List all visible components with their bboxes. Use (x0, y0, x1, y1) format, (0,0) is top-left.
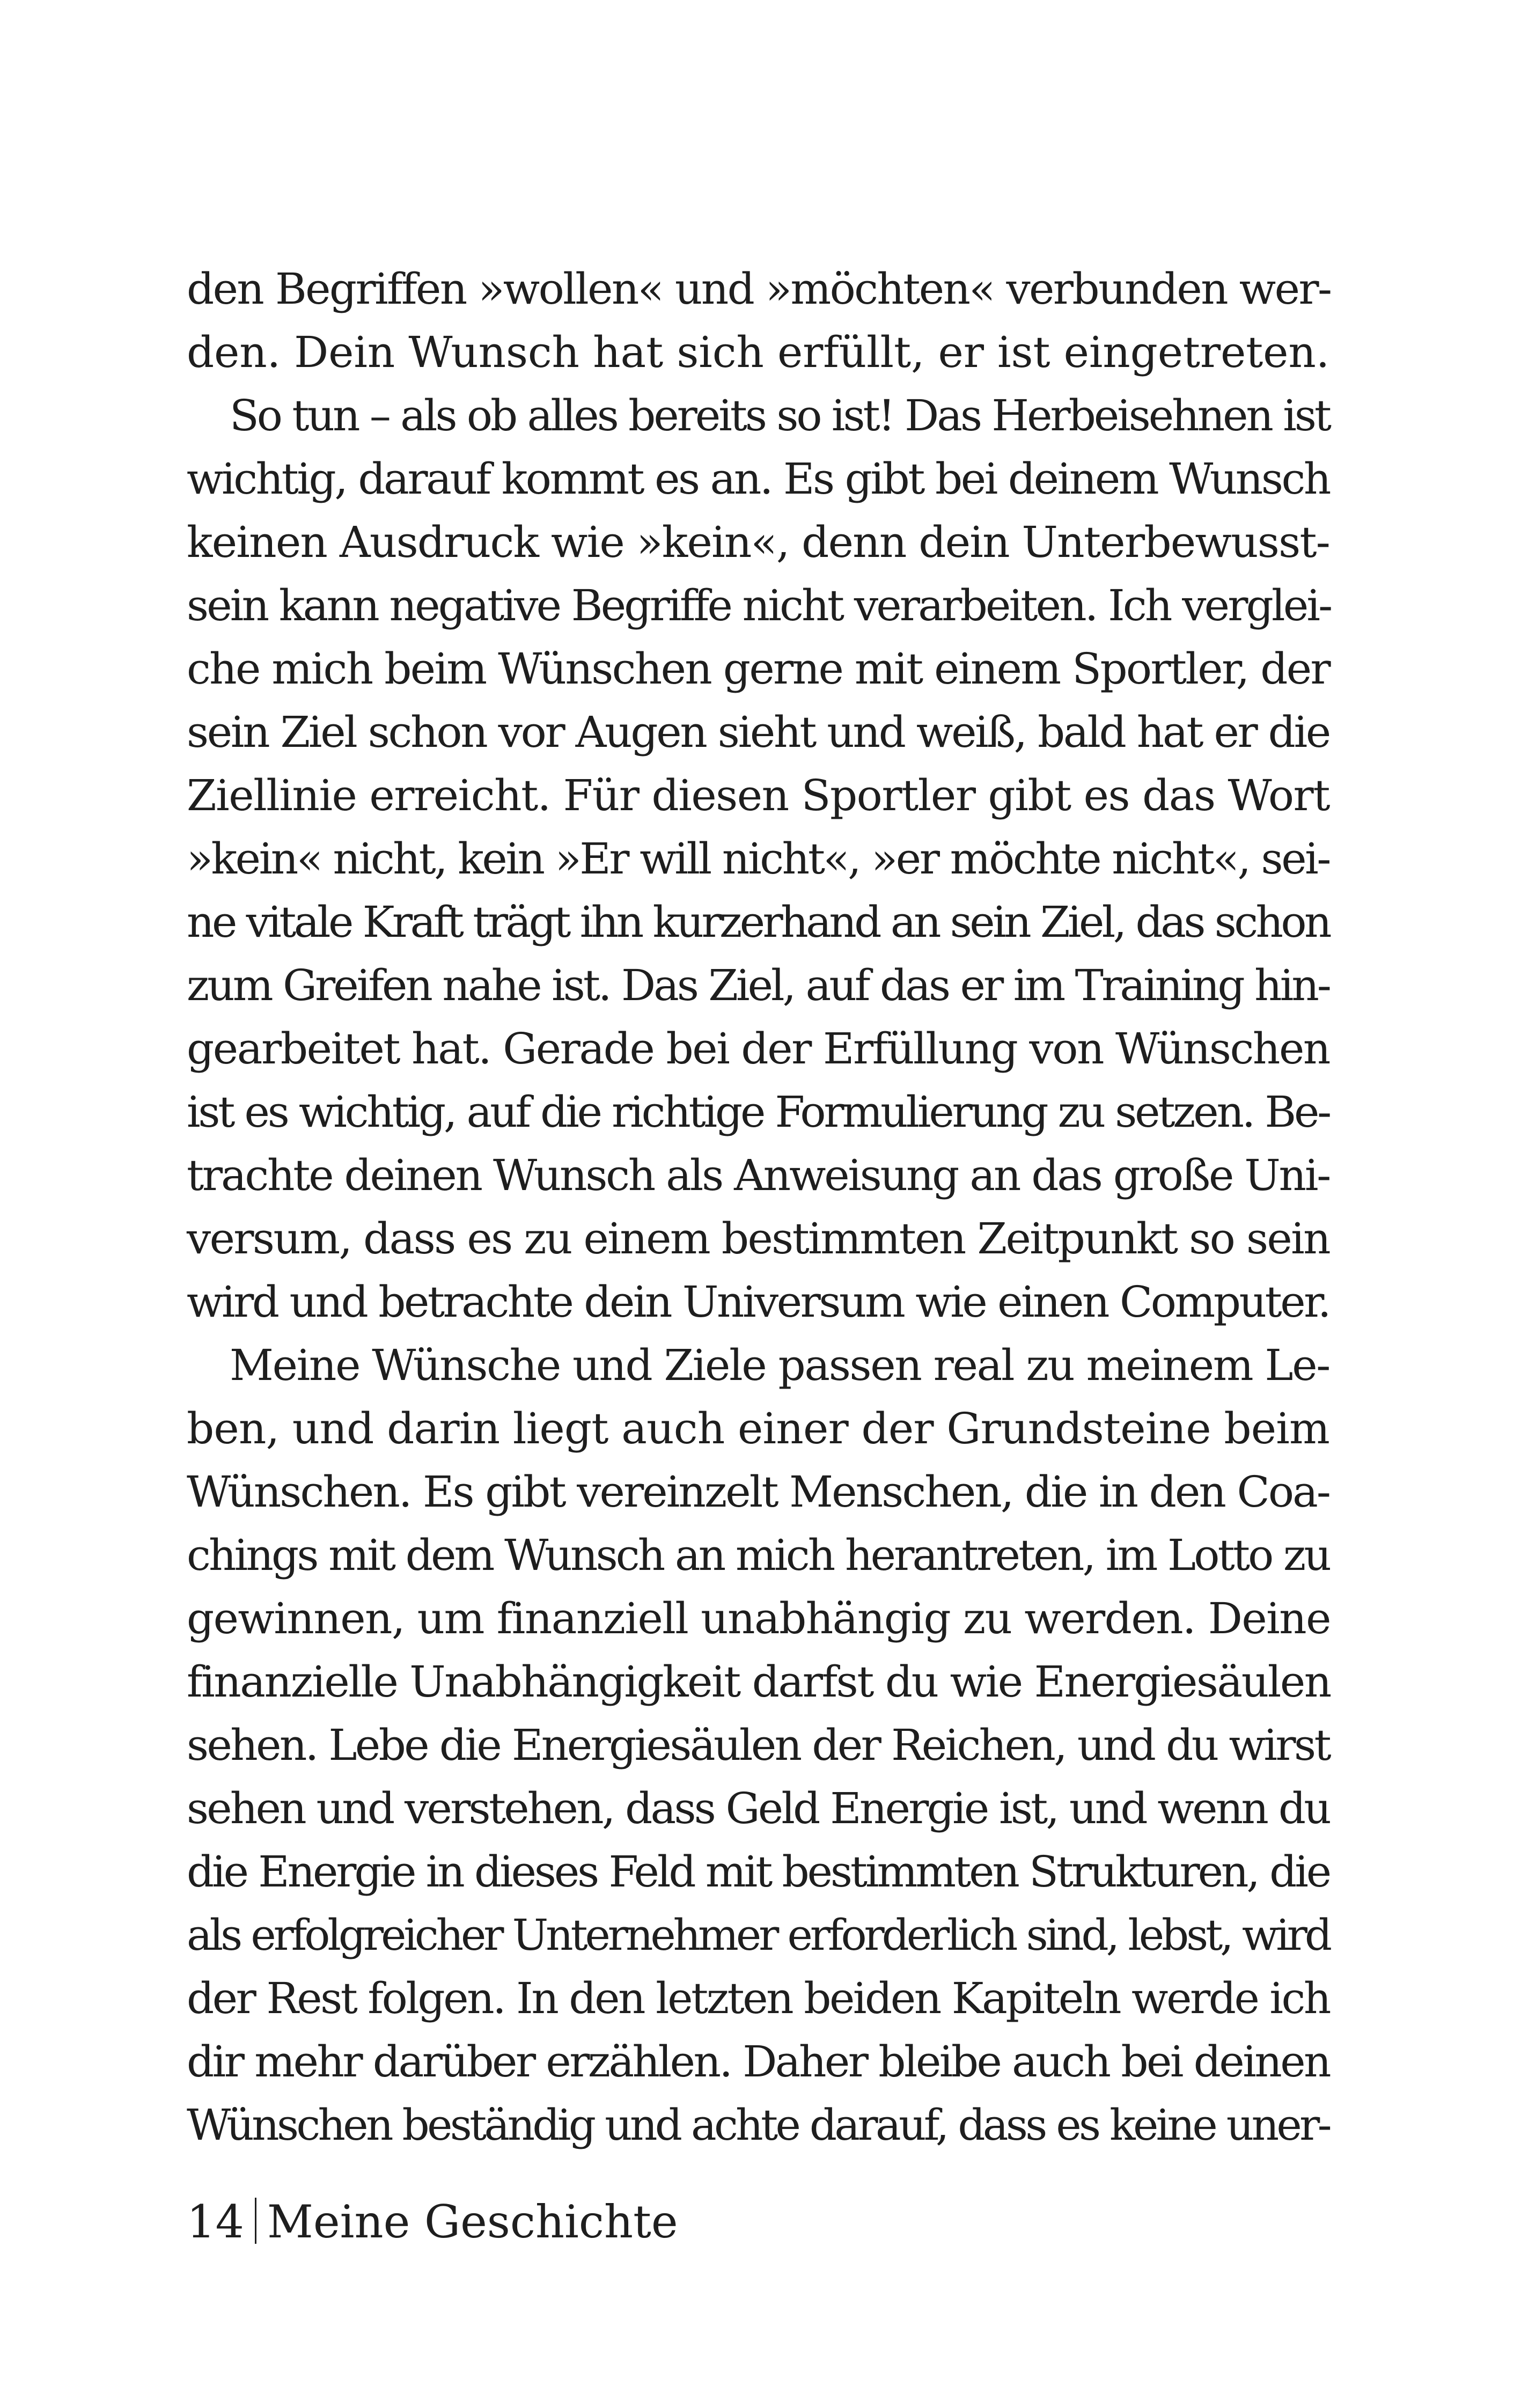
text-line: Wünschen. Es gibt vereinzelt Menschen, die in den Coa- (187, 1467, 1330, 1517)
text-line: wichtig, darauf kommt es an. Es gibt bei deinem Wunsch (187, 454, 1329, 504)
body-text (187, 258, 1329, 2157)
footer-divider (255, 2198, 256, 2244)
text-line: ne vitale Kraft trägt ihn kurzerhand an sein Ziel, das schon (187, 897, 1329, 947)
text-line: Meine Wünsche und Ziele passen real zu meinem Le- (230, 1340, 1330, 1390)
text-line: So tun – als ob alles bereits so ist! Das Herbeisehnen ist (230, 391, 1330, 441)
text-line: als erfolgreicher Unternehmer erforderlich sind, lebst, wird (187, 1910, 1329, 1960)
text-line: ben, und darin liegt auch einer der Grundsteine beim (187, 1404, 1330, 1453)
text-line: ist es wichtig, auf die richtige Formulierung zu setzen. Be- (187, 1087, 1330, 1137)
text-line: den Begriffen »wollen« und »möchten« verbunden wer- (187, 264, 1331, 314)
text-line: den. Dein Wunsch hat sich erfüllt, er ist eingetreten. (187, 327, 1329, 377)
text-line: Ziellinie erreicht. Für diesen Sportler gibt es das Wort (187, 770, 1329, 820)
text-line: gewinnen, um finanziell unabhängig zu werden. Deine (187, 1594, 1331, 1643)
text-line: finanzielle Unabhängigkeit darfst du wie Energiesäulen (187, 1657, 1331, 1707)
text-line: sehen und verstehen, dass Geld Energie ist, und wenn du (187, 1783, 1329, 1833)
text-line: sehen. Lebe die Energiesäulen der Reichen, und du wirst (187, 1720, 1330, 1770)
text-line: sein kann negative Begriffe nicht verarbeiten. Ich verglei- (187, 581, 1331, 630)
text-line: wird und betrachte dein Universum wie einen Computer. (187, 1277, 1329, 1327)
text-line: der Rest folgen. In den letzten beiden Kapiteln werde ich (187, 1973, 1329, 2023)
text-line: che mich beim Wünschen gerne mit einem Sportler, der (187, 644, 1329, 694)
text-line: trachte deinen Wunsch als Anweisung an das große Uni- (187, 1150, 1330, 1200)
text-line: sein Ziel schon vor Augen sieht und weiß, bald hat er die (187, 707, 1329, 757)
text-line: Wünschen beständig und achte darauf, dass es keine uner- (187, 2100, 1329, 2150)
text-line: keinen Ausdruck wie »kein«, denn dein Unterbewusst- (187, 517, 1329, 567)
page-number: 14 (187, 2196, 244, 2248)
text-line: zum Greifen nahe ist. Das Ziel, auf das er im Training hin- (187, 960, 1330, 1010)
text-line: versum, dass es zu einem bestimmten Zeitpunkt so sein (187, 1214, 1329, 1264)
text-line: dir mehr darüber erzählen. Daher bleibe auch bei deinen (187, 2037, 1329, 2087)
text-line: »kein« nicht, kein »Er will nicht«, »er möchte nicht«, sei- (187, 834, 1330, 884)
text-line: chings mit dem Wunsch an mich herantreten, im Lotto zu (187, 1530, 1329, 1580)
text-line: die Energie in dieses Feld mit bestimmten Strukturen, die (187, 1847, 1329, 1897)
chapter-title: Meine Geschichte (267, 2196, 678, 2248)
text-line: gearbeitet hat. Gerade bei der Erfüllung von Wünschen (187, 1024, 1330, 1074)
page-footer (187, 2192, 678, 2251)
